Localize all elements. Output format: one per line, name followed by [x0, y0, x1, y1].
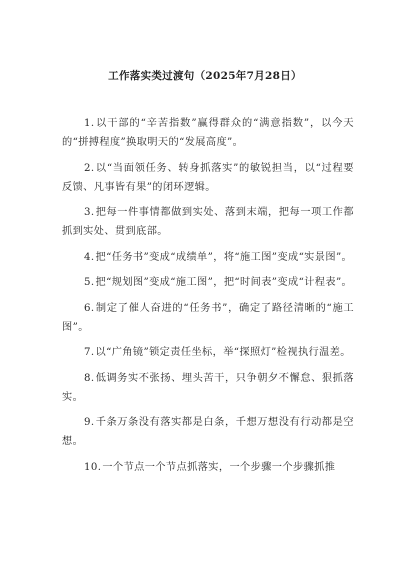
list-item — [62, 248, 354, 267]
item-number: 9. — [84, 417, 95, 428]
list-item — [62, 273, 354, 292]
transition-sentence-list — [62, 114, 354, 483]
list-item — [62, 114, 354, 152]
item-text: 制定了催人奋进的“任务书”，确定了路径清晰的“施工图”。 — [62, 302, 354, 333]
item-number: 1. — [84, 118, 95, 129]
item-number: 8. — [84, 372, 95, 384]
item-text: 以“当面领任务、转身抓落实”的敏锐担当，以“过程要反馈、凡事皆有果”的闭环逻辑。 — [62, 162, 354, 193]
list-item — [62, 203, 354, 241]
item-text: 把“规划图”变成“施工图”，把“时间表”变成“计程表”。 — [95, 277, 353, 288]
item-text: 千条万条没有落实都是白条，千想万想没有行动都是空想。 — [62, 417, 354, 447]
list-item — [62, 343, 354, 362]
list-item — [62, 458, 354, 477]
list-item — [62, 369, 354, 407]
item-text: 把每一件事情都做到实处、落到末端，把每一项工作都抓到实处、贯到底部。 — [62, 207, 354, 237]
item-text: 以干部的“辛苦指数”赢得群众的“满意指数”，以今天的“拼搏程度”换取明天的“发展高度”。 — [62, 118, 354, 148]
item-number: 3. — [84, 207, 95, 218]
item-number: 10. — [84, 461, 102, 473]
list-item — [62, 159, 354, 197]
item-text: 把“任务书”变成“成绩单”，将“施工图”变成“实景图”。 — [95, 251, 353, 263]
item-text: 一个节点一个节点抓落实，一个步骤一个步骤抓推 — [102, 461, 336, 473]
item-number: 2. — [84, 162, 95, 174]
item-number: 4. — [84, 251, 95, 263]
document-title: 工作落实类过渡句（2025年7月28日） — [108, 70, 302, 82]
list-item — [62, 299, 354, 337]
item-number: 7. — [84, 347, 95, 358]
item-number: 5. — [84, 277, 95, 288]
item-text: 以“广角镜”锁定责任坐标，举“探照灯”检视执行温差。 — [95, 347, 351, 358]
item-text: 低调务实不张扬、埋头苦干，只争朝夕不懈怠、狠抓落实。 — [62, 372, 354, 403]
list-item — [62, 413, 354, 451]
item-number: 6. — [84, 302, 95, 314]
